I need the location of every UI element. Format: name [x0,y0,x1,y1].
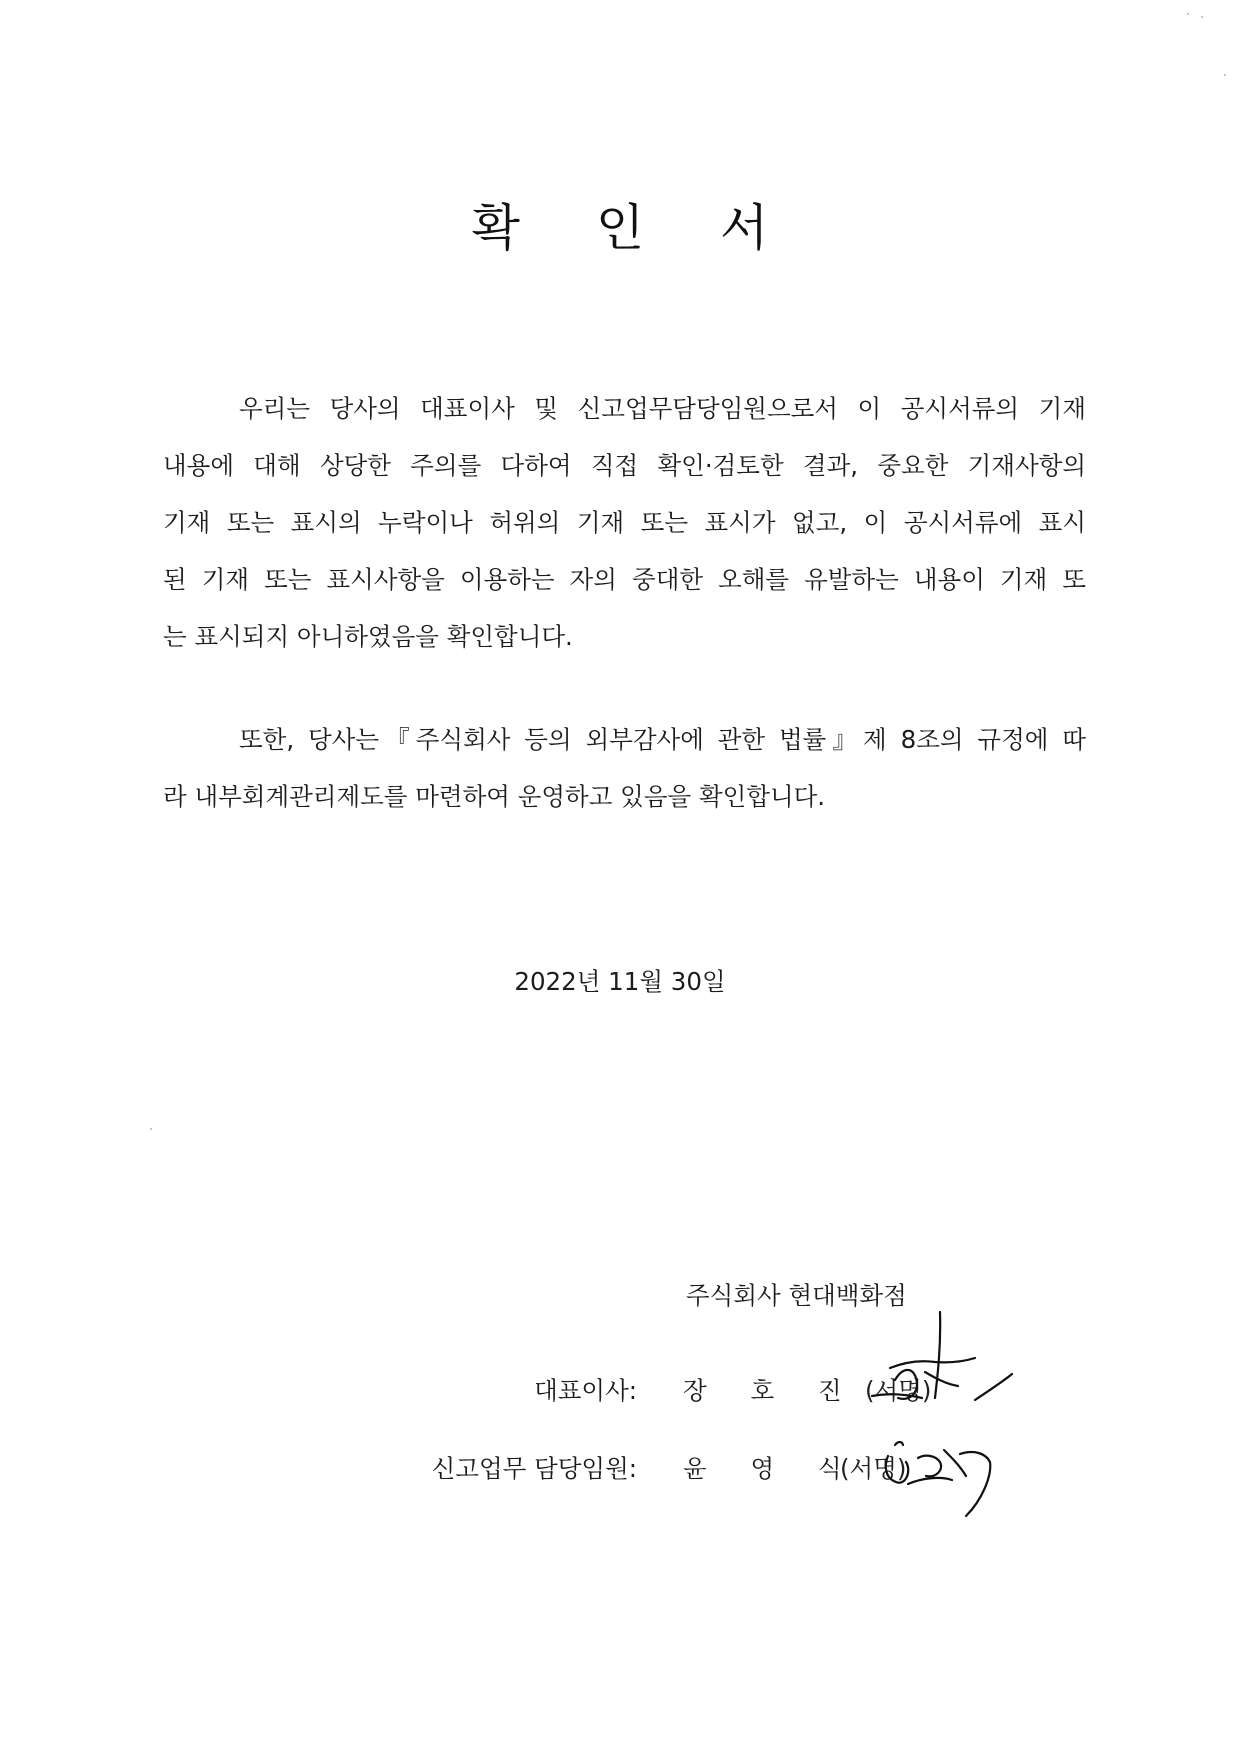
paragraph-line: 우리는 당사의 대표이사 및 신고업무담당임원으로서 이 공시서류의 기재 [239,394,1086,423]
signatory-role: 대표이사: [534,1376,637,1405]
signatory-name: 장 호 진 [683,1376,860,1405]
internal-control-paragraph [163,711,1086,825]
paragraph-line: 내용에 대해 상당한 주의를 다하여 직접 확인·검토한 결과, 중요한 기재사항의 [163,451,1086,480]
signatory-ceo [0,1372,1240,1412]
seal-label: (서명) [865,1376,932,1405]
company-name: 주식회사 현대백화점 [686,1281,907,1310]
paragraph-line: 된 기재 또는 표시사항을 이용하는 자의 중대한 오해를 유발하는 내용이 기재 또 [163,565,1086,594]
paragraph-line: 기재 또는 표시의 누락이나 허위의 기재 또는 표시가 없고, 이 공시서류에 표시 [163,508,1086,537]
scan-speck [1187,13,1189,15]
scan-speck [150,1128,152,1130]
paragraph-line: 또한, 당사는『주식회사 등의 외부감사에 관한 법률』제 8조의 규정에 따 [239,725,1086,754]
paragraph-line: 는 표시되지 아니하였음을 확인합니다. [163,622,573,651]
signatory-role: 신고업무 담당임원: [431,1454,637,1483]
signature-ceo-stroke [890,1358,975,1368]
seal-label: (서명) [840,1454,907,1483]
signature-officer-stroke [895,1442,903,1445]
document-date: 2022년 11월 30일 [514,967,726,996]
scan-speck [1224,74,1226,76]
confirmation-paragraph [163,380,1086,665]
document-title: 확 인 서 [471,199,799,257]
scan-speck [1201,16,1203,18]
signatory-name: 윤 영 식 [683,1454,860,1483]
paragraph-line: 라 내부회계관리제도를 마련하여 운영하고 있음을 확인합니다. [163,782,826,811]
signatory-disclosure-officer [0,1450,1240,1490]
